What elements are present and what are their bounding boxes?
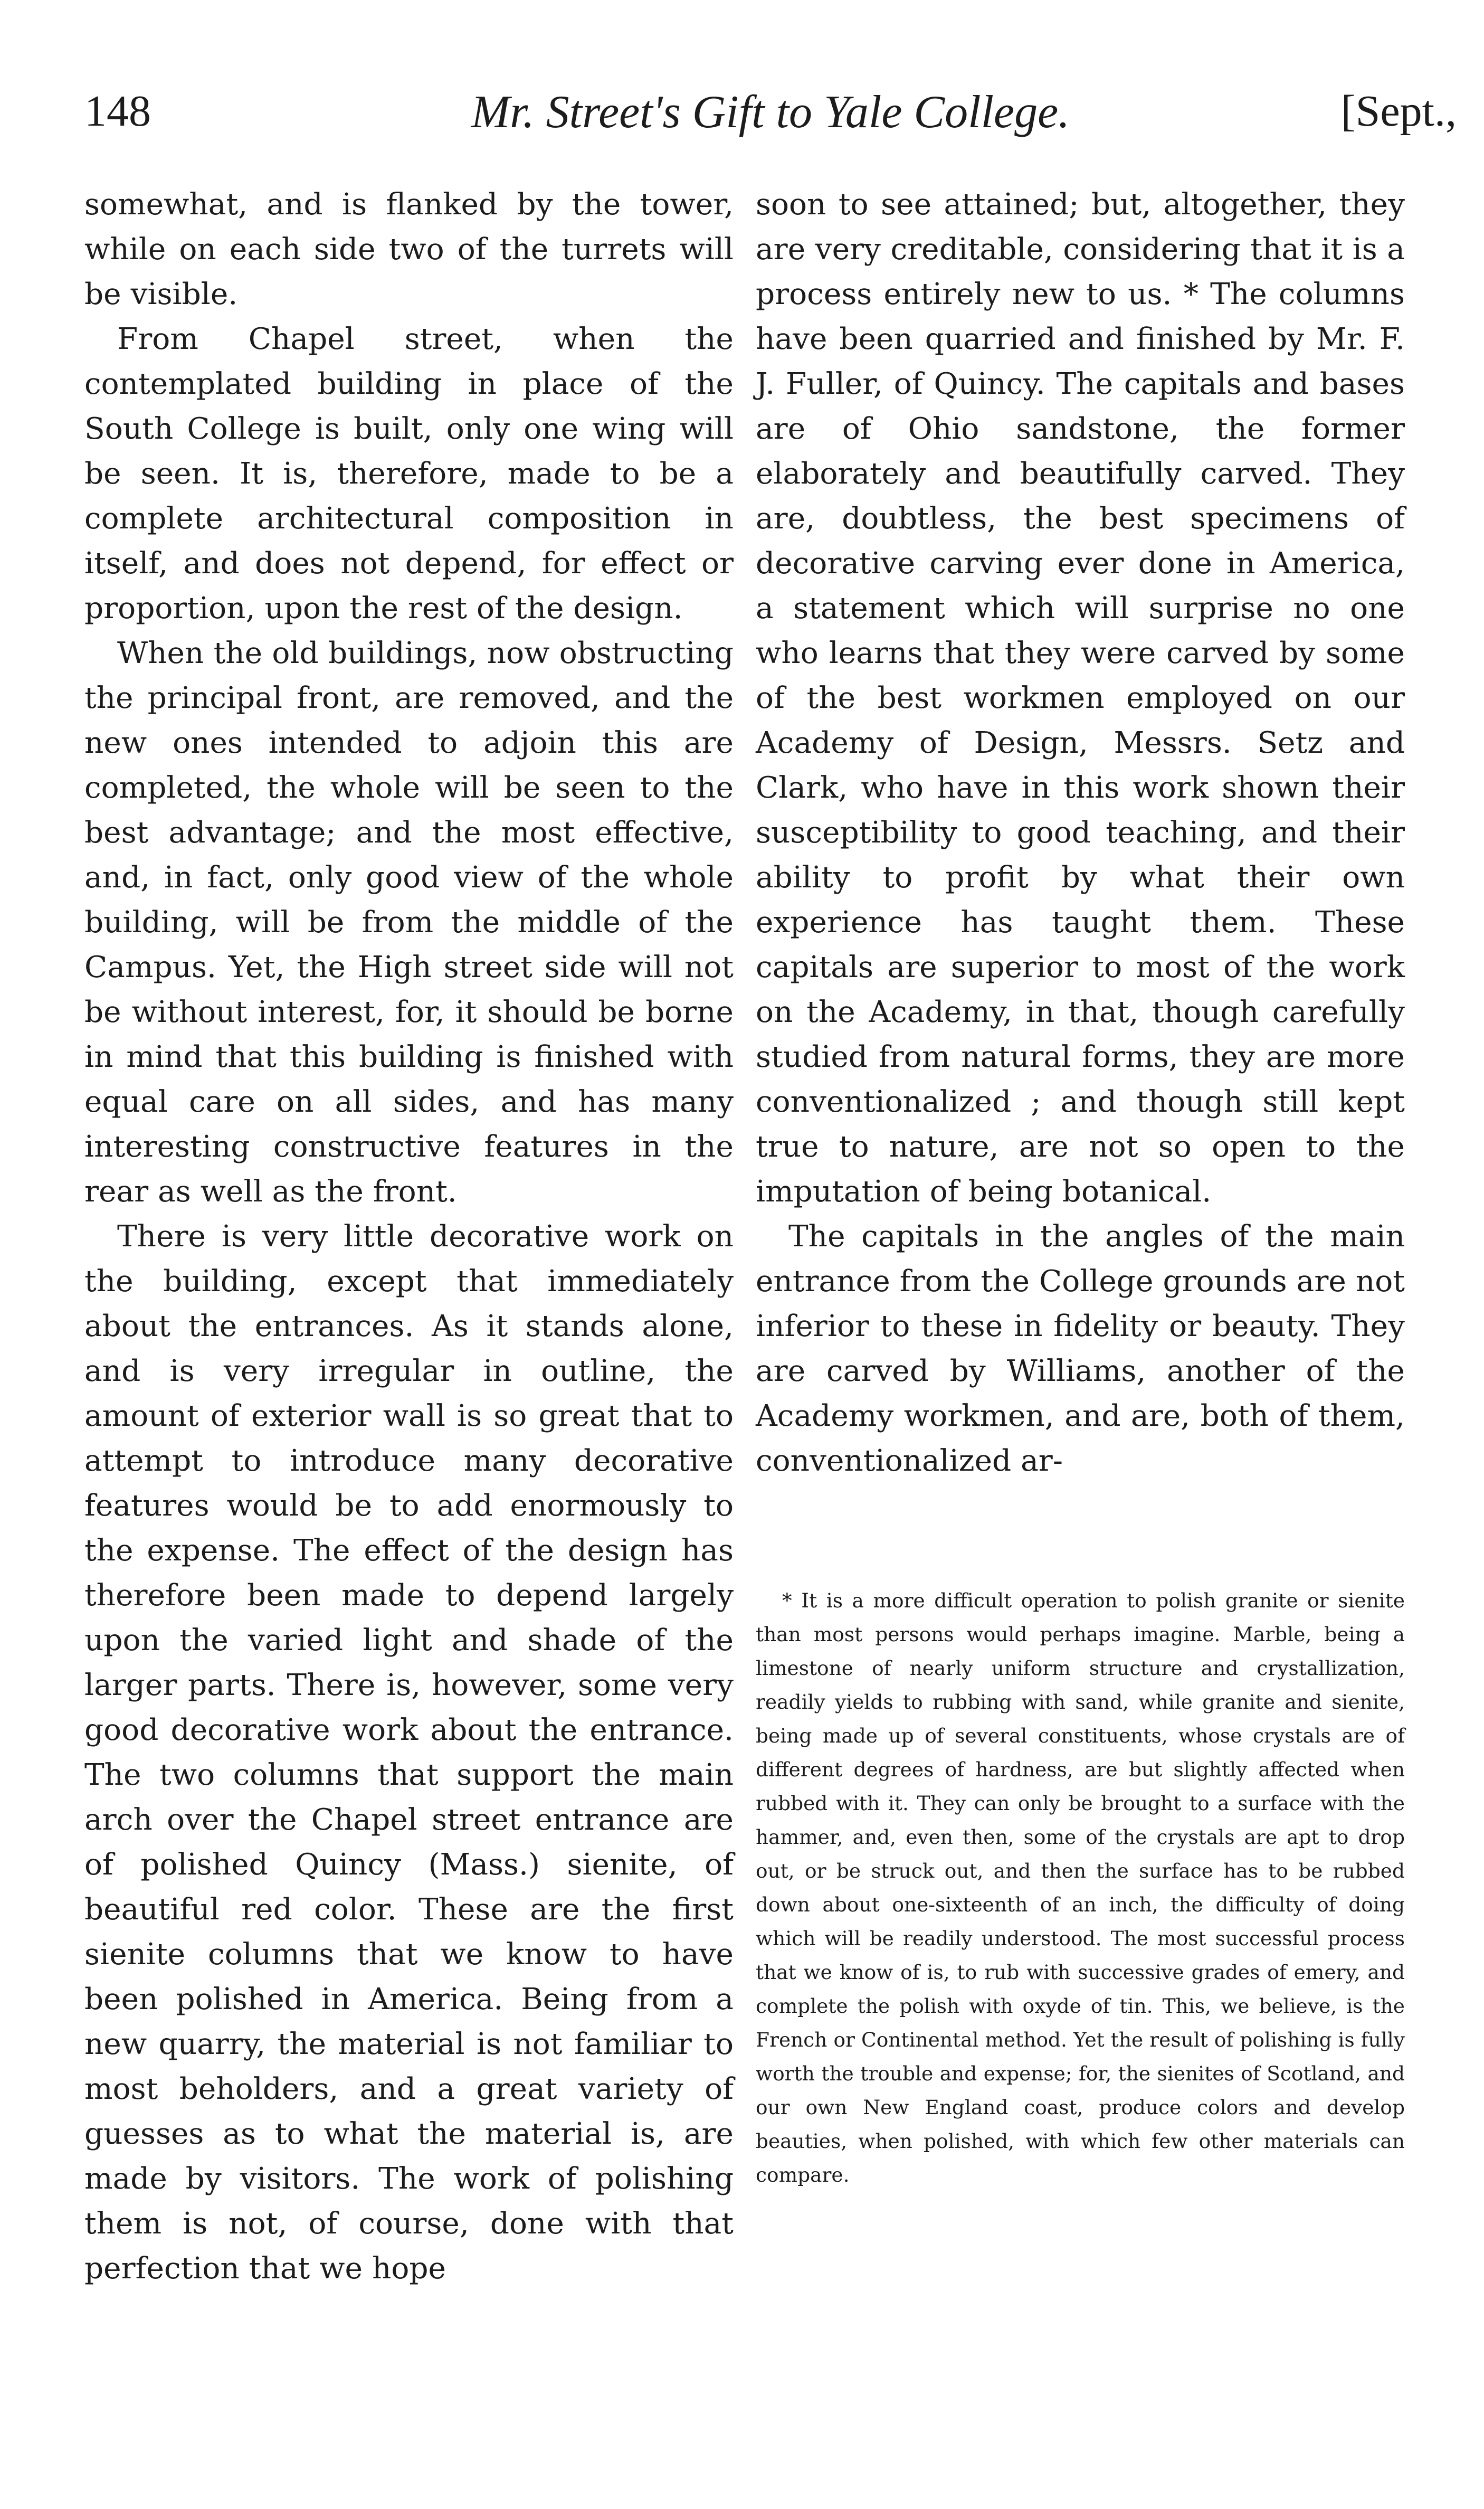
running-title: Mr. Street's Gift to Yale College. (471, 87, 1070, 138)
paragraph: From Chapel street, when the contemplated building in place of the South College is built, only one wing will be seen. It is, therefore, made to be a complete architectural composition in itself, and does not depend, for effect or proportion, upon the rest of the design. (84, 322, 734, 626)
footnote: * It is a more difficult operation to polish granite or sienite than most persons would perhaps imagine. Marble, being a limestone of nearly uniform structure and crystallization, readily yields to rubbing with sand, while granite and sienite, being made up of several constituents, whose crystals are of different degrees of hardness, are but slightly affected when rubbed with it. They can only be brought to a surface with the hammer, and, even then, some of the crystals are apt to drop out, or be struck out, and then the surface has to be rubbed down about one-sixteenth of an inch, the difficulty of doing which will be readily understood. The most successful process that we know of is, to rub with successive grades of emery, and complete the polish with oxyde of tin. This, we believe, is the French or Continental method. Yet the result of polishing is fully worth the trouble and expense; for, the sienites of Scotland, and our own New England coast, produce colors and develop beauties, when polished, with which few other materials can compare. (756, 1589, 1405, 2186)
paragraph: soon to see attained; but, altogether, they are very creditable, considering that it is a process entirely new to us. * The columns have been quarried and finished by Mr. F. J. Fuller, of Quincy. The capitals and bases are of Ohio sandstone, the former elaborately and beautifully carved. They are, doubtless, the best specimens of decorative carving ever done in America, a statement which will surprise no one who learns that they were carved by some of the best workmen employed on our Academy of Design, Messrs. Setz and Clark, who have in this work shown their susceptibility to good teaching, and their ability to profit by what their own experience has taught them. These capitals are superior to most of the work on the Academy, in that, though carefully studied from natural forms, they are more conventionalized ; and though still kept true to nature, are not so open to the imputation of being botanical. (756, 187, 1405, 1209)
paragraph: There is very little decorative work on the building, except that immediately about the entrances. As it stands alone, and is very irregular in outline, the amount of exterior wall is so great that to attempt to introduce many decorative features would be to add enormously to the expense. The effect of the design has therefore been made to depend largely upon the varied light and shade of the larger parts. There is, however, some very good decorative work about the entrance. The two columns that support the main arch over the Chapel street entrance are of polished Quincy (Mass.) sienite, of beautiful red color. These are the first sienite columns that we know to have been polished in America. Being from a new quarry, the material is not familiar to most beholders, and a great variety of guesses as to what the material is, are made by visitors. The work of polishing them is not, of course, done with that perfection that we hope (84, 1219, 734, 2286)
running-header (84, 79, 1457, 143)
running-date: [Sept., (1340, 87, 1457, 136)
paragraph: somewhat, and is flanked by the tower, while on each side two of the turrets will be visible. (84, 187, 734, 311)
paragraph: When the old buildings, now obstructing the principal front, are removed, and the new ones intended to adjoin this are completed, the whole will be seen to the best advantage; and the most effective, and, in fact, only good view of the whole building, will be from the middle of the Campus. Yet, the High street side will not be without interest, for, it should be borne in mind that this building is finished with equal care on all sides, and has many interesting constructive features in the rear as well as the front. (84, 636, 734, 1209)
paragraph: The capitals in the angles of the main entrance from the College grounds are not inferior to these in fidelity or beauty. They are carved by Williams, another of the Academy workmen, and are, both of them, conventionalized ar- (756, 1219, 1405, 1478)
left-column (84, 182, 734, 2291)
right-column (756, 182, 1405, 1483)
page-number: 148 (84, 87, 151, 136)
